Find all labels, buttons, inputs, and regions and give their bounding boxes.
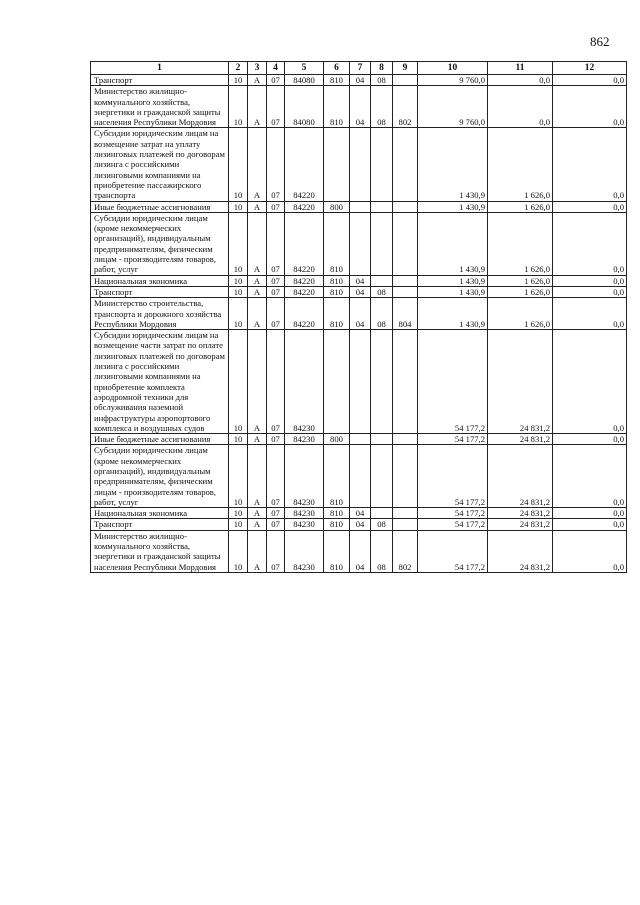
cell-col-9 (393, 128, 418, 201)
cell-col-6: 810 (324, 212, 350, 275)
amount-col-10: 54 177,2 (418, 519, 488, 530)
cell-col-4: 07 (267, 201, 285, 212)
cell-col-4: 07 (267, 275, 285, 286)
cell-col-5: 84230 (285, 330, 324, 434)
amount-col-10: 9 760,0 (418, 86, 488, 128)
cell-col-2: 10 (229, 201, 248, 212)
cell-col-6: 810 (324, 508, 350, 519)
cell-col-4: 07 (267, 286, 285, 297)
amount-col-11: 0,0 (488, 86, 553, 128)
cell-col-5: 84230 (285, 530, 324, 572)
cell-col-2: 10 (229, 530, 248, 572)
cell-col-7 (350, 434, 371, 445)
cell-col-2: 10 (229, 128, 248, 201)
cell-col-9 (393, 434, 418, 445)
cell-col-6 (324, 128, 350, 201)
amount-col-10: 54 177,2 (418, 330, 488, 434)
cell-col-8 (371, 508, 393, 519)
cell-col-8 (371, 128, 393, 201)
cell-col-3: А (248, 298, 267, 330)
amount-col-11: 1 626,0 (488, 286, 553, 297)
row-name-cell: Транспорт (91, 519, 229, 530)
cell-col-7: 04 (350, 86, 371, 128)
cell-col-2: 10 (229, 519, 248, 530)
cell-col-8: 08 (371, 298, 393, 330)
cell-col-3: А (248, 330, 267, 434)
cell-col-8: 08 (371, 286, 393, 297)
cell-col-5: 84220 (285, 275, 324, 286)
table-row (91, 75, 627, 86)
cell-col-2: 10 (229, 330, 248, 434)
cell-col-5: 84220 (285, 298, 324, 330)
cell-col-8: 08 (371, 86, 393, 128)
amount-col-11: 1 626,0 (488, 275, 553, 286)
table-row (91, 330, 627, 434)
cell-col-9 (393, 75, 418, 86)
row-name-cell: Транспорт (91, 286, 229, 297)
cell-col-3: А (248, 508, 267, 519)
table-row (91, 530, 627, 572)
row-name-cell: Национальная экономика (91, 275, 229, 286)
cell-col-5: 84080 (285, 75, 324, 86)
amount-col-10: 1 430,9 (418, 275, 488, 286)
amount-col-11: 24 831,2 (488, 445, 553, 508)
cell-col-4: 07 (267, 445, 285, 508)
amount-col-11: 0,0 (488, 75, 553, 86)
amount-col-10: 54 177,2 (418, 508, 488, 519)
column-header: 3 (248, 62, 267, 75)
cell-col-9 (393, 275, 418, 286)
table-row (91, 86, 627, 128)
cell-col-5: 84220 (285, 128, 324, 201)
amount-col-12: 0,0 (553, 75, 627, 86)
cell-col-7 (350, 212, 371, 275)
header-row (91, 62, 627, 75)
row-name-cell: Иные бюджетные ассигнования (91, 434, 229, 445)
row-name-cell: Субсидии юридическим лицам на возмещение затрат на уплату лизинговых платежей по договорам лизинга с российскими лизинговыми компаниями на приобретение пассажирского транспорта (91, 128, 229, 201)
cell-col-8: 08 (371, 75, 393, 86)
cell-col-7: 04 (350, 298, 371, 330)
table-row (91, 286, 627, 297)
table-row (91, 508, 627, 519)
cell-col-8 (371, 212, 393, 275)
cell-col-7: 04 (350, 508, 371, 519)
cell-col-4: 07 (267, 519, 285, 530)
cell-col-8: 08 (371, 530, 393, 572)
cell-col-7 (350, 128, 371, 201)
table-row (91, 212, 627, 275)
cell-col-6: 800 (324, 201, 350, 212)
amount-col-12: 0,0 (553, 445, 627, 508)
row-name-cell: Министерство жилищно-коммунального хозяйства, энергетики и гражданской защиты населения Республики Мордовия (91, 530, 229, 572)
cell-col-4: 07 (267, 434, 285, 445)
cell-col-3: А (248, 75, 267, 86)
table-header (91, 62, 627, 75)
table-row (91, 445, 627, 508)
cell-col-6: 810 (324, 298, 350, 330)
table-row (91, 128, 627, 201)
table-row (91, 275, 627, 286)
amount-col-10: 1 430,9 (418, 286, 488, 297)
cell-col-9: 804 (393, 298, 418, 330)
cell-col-4: 07 (267, 508, 285, 519)
amount-col-10: 1 430,9 (418, 201, 488, 212)
row-name-cell: Транспорт (91, 75, 229, 86)
amount-col-11: 24 831,2 (488, 519, 553, 530)
cell-col-9: 802 (393, 86, 418, 128)
cell-col-9 (393, 445, 418, 508)
amount-col-12: 0,0 (553, 201, 627, 212)
cell-col-3: А (248, 201, 267, 212)
cell-col-5: 84080 (285, 86, 324, 128)
amount-col-11: 24 831,2 (488, 434, 553, 445)
row-name-cell: Национальная экономика (91, 508, 229, 519)
cell-col-7 (350, 445, 371, 508)
row-name-cell: Субсидии юридическим лицам на возмещение части затрат по оплате лизинговых платежей по договорам лизинга с российскими лизинговыми компаниями на приобретение комплекта аэродромной техники для обслуживания наземной инфраструктуры аэропортового комплекса и воздушных судов (91, 330, 229, 434)
amount-col-11: 24 831,2 (488, 508, 553, 519)
amount-col-12: 0,0 (553, 530, 627, 572)
amount-col-11: 1 626,0 (488, 128, 553, 201)
cell-col-2: 10 (229, 212, 248, 275)
cell-col-3: А (248, 212, 267, 275)
cell-col-8: 08 (371, 519, 393, 530)
cell-col-2: 10 (229, 298, 248, 330)
cell-col-6: 810 (324, 530, 350, 572)
cell-col-4: 07 (267, 298, 285, 330)
amount-col-11: 1 626,0 (488, 212, 553, 275)
cell-col-9 (393, 212, 418, 275)
amount-col-10: 1 430,9 (418, 298, 488, 330)
row-name-cell: Министерство строительства, транспорта и дорожного хозяйства Республики Мордовия (91, 298, 229, 330)
cell-col-3: А (248, 275, 267, 286)
amount-col-12: 0,0 (553, 330, 627, 434)
table-body (91, 75, 627, 573)
cell-col-7: 04 (350, 519, 371, 530)
amount-col-10: 54 177,2 (418, 445, 488, 508)
amount-col-11: 24 831,2 (488, 530, 553, 572)
cell-col-9 (393, 201, 418, 212)
cell-col-8 (371, 275, 393, 286)
cell-col-9 (393, 508, 418, 519)
amount-col-12: 0,0 (553, 128, 627, 201)
cell-col-9: 802 (393, 530, 418, 572)
cell-col-8 (371, 201, 393, 212)
amount-col-12: 0,0 (553, 86, 627, 128)
cell-col-4: 07 (267, 75, 285, 86)
cell-col-2: 10 (229, 275, 248, 286)
amount-col-12: 0,0 (553, 298, 627, 330)
cell-col-4: 07 (267, 212, 285, 275)
cell-col-4: 07 (267, 86, 285, 128)
page-number: 862 (590, 34, 610, 49)
cell-col-5: 84220 (285, 286, 324, 297)
cell-col-6: 810 (324, 519, 350, 530)
column-header: 4 (267, 62, 285, 75)
cell-col-3: А (248, 445, 267, 508)
cell-col-9 (393, 519, 418, 530)
cell-col-3: А (248, 530, 267, 572)
cell-col-7: 04 (350, 275, 371, 286)
cell-col-5: 84230 (285, 508, 324, 519)
table-row (91, 298, 627, 330)
cell-col-7 (350, 330, 371, 434)
amount-col-10: 54 177,2 (418, 530, 488, 572)
amount-col-10: 9 760,0 (418, 75, 488, 86)
cell-col-2: 10 (229, 75, 248, 86)
cell-col-2: 10 (229, 286, 248, 297)
cell-col-8 (371, 330, 393, 434)
amount-col-10: 1 430,9 (418, 212, 488, 275)
amount-col-11: 1 626,0 (488, 201, 553, 212)
table-row (91, 519, 627, 530)
budget-table (90, 61, 627, 573)
column-header: 8 (371, 62, 393, 75)
cell-col-7: 04 (350, 286, 371, 297)
cell-col-8 (371, 434, 393, 445)
cell-col-3: А (248, 434, 267, 445)
cell-col-5: 84230 (285, 519, 324, 530)
cell-col-2: 10 (229, 434, 248, 445)
cell-col-9 (393, 286, 418, 297)
cell-col-2: 10 (229, 445, 248, 508)
cell-col-5: 84220 (285, 212, 324, 275)
row-name-cell: Субсидии юридическим лицам (кроме некоммерческих организаций), индивидуальным предпринимателям, физическим лицам - производителям товаров, работ, услуг (91, 212, 229, 275)
column-header: 7 (350, 62, 371, 75)
row-name-cell: Министерство жилищно-коммунального хозяйства, энергетики и гражданской защиты населения Республики Мордовия (91, 86, 229, 128)
cell-col-6: 800 (324, 434, 350, 445)
column-header: 9 (393, 62, 418, 75)
cell-col-6 (324, 330, 350, 434)
cell-col-3: А (248, 128, 267, 201)
cell-col-5: 84220 (285, 201, 324, 212)
cell-col-4: 07 (267, 530, 285, 572)
column-header: 12 (553, 62, 627, 75)
cell-col-6: 810 (324, 75, 350, 86)
row-name-cell: Субсидии юридическим лицам (кроме некоммерческих организаций), индивидуальным предпринимателям, физическим лицам - производителям товаров, работ, услуг (91, 445, 229, 508)
cell-col-3: А (248, 286, 267, 297)
cell-col-9 (393, 330, 418, 434)
amount-col-12: 0,0 (553, 275, 627, 286)
amount-col-12: 0,0 (553, 434, 627, 445)
cell-col-6: 810 (324, 286, 350, 297)
amount-col-12: 0,0 (553, 286, 627, 297)
cell-col-5: 84230 (285, 434, 324, 445)
column-header: 10 (418, 62, 488, 75)
amount-col-12: 0,0 (553, 212, 627, 275)
cell-col-7: 04 (350, 75, 371, 86)
table-row (91, 434, 627, 445)
cell-col-6: 810 (324, 86, 350, 128)
amount-col-11: 24 831,2 (488, 330, 553, 434)
column-header: 5 (285, 62, 324, 75)
cell-col-2: 10 (229, 508, 248, 519)
amount-col-11: 1 626,0 (488, 298, 553, 330)
cell-col-5: 84230 (285, 445, 324, 508)
cell-col-3: А (248, 86, 267, 128)
cell-col-6: 810 (324, 275, 350, 286)
cell-col-8 (371, 445, 393, 508)
table-row (91, 201, 627, 212)
amount-col-12: 0,0 (553, 519, 627, 530)
cell-col-7 (350, 201, 371, 212)
cell-col-6: 810 (324, 445, 350, 508)
column-header: 1 (91, 62, 229, 75)
cell-col-7: 04 (350, 530, 371, 572)
cell-col-2: 10 (229, 86, 248, 128)
row-name-cell: Иные бюджетные ассигнования (91, 201, 229, 212)
column-header: 2 (229, 62, 248, 75)
cell-col-4: 07 (267, 330, 285, 434)
amount-col-10: 54 177,2 (418, 434, 488, 445)
cell-col-4: 07 (267, 128, 285, 201)
column-header: 6 (324, 62, 350, 75)
amount-col-10: 1 430,9 (418, 128, 488, 201)
column-header: 11 (488, 62, 553, 75)
cell-col-3: А (248, 519, 267, 530)
amount-col-12: 0,0 (553, 508, 627, 519)
